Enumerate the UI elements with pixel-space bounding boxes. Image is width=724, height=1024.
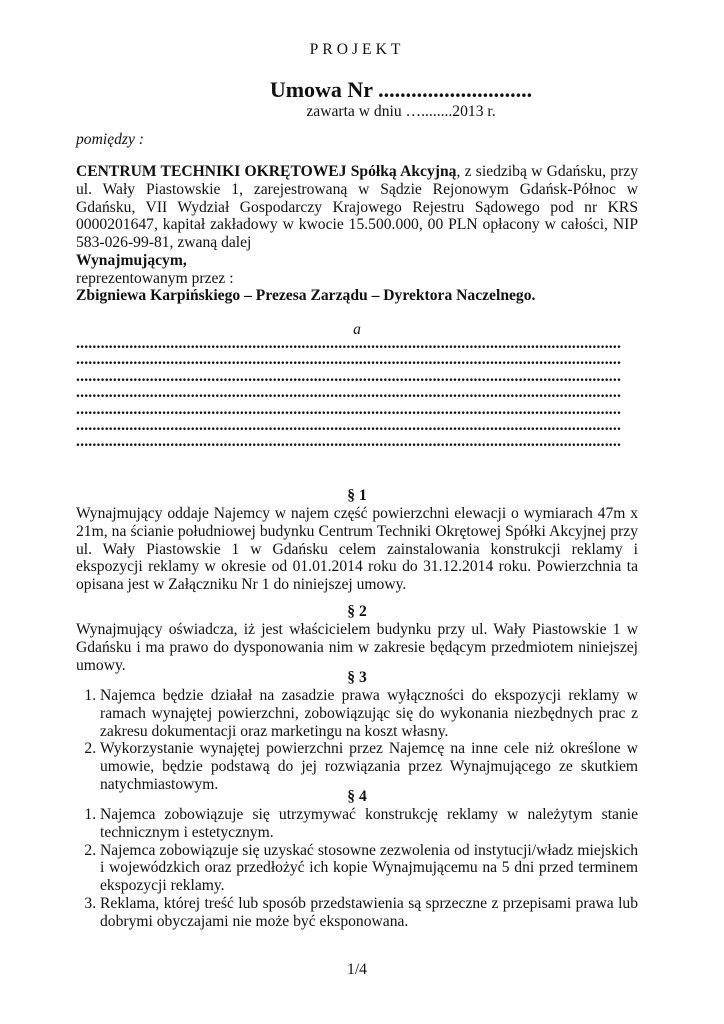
- page-number: 1/4: [347, 961, 367, 978]
- section-3-heading: § 3: [347, 669, 367, 686]
- between-label: pomiędzy :: [76, 131, 144, 148]
- list-item: 1. Najemca zobowiązuje się utrzymywać konstrukcję reklamy w należytym stanie technicznym i estetycznym.: [100, 806, 638, 842]
- company-name: CENTRUM TECHNIKI OKRĘTOWEJ Spółką Akcyjną: [76, 163, 457, 180]
- section-3-list: [76, 687, 638, 794]
- blank-line: .....................................................................................................................................: [76, 367, 622, 385]
- contract-title: Umowa Nr ............................: [269, 77, 533, 102]
- representative: Zbigniewa Karpińskiego – Prezesa Zarządu – Dyrektora Naczelnego.: [76, 287, 536, 304]
- blank-line: .....................................................................................................................................: [76, 433, 622, 451]
- section-4-list: [76, 806, 638, 931]
- project-label: PROJEKT: [309, 41, 405, 58]
- represented-by: reprezentowanym przez :: [76, 269, 234, 287]
- list-item: 2. Wykorzystanie wynajętej powierzchni przez Najemcę na inne cele niż określone w umowie, będzie podstawą do jej rozwiązania przez Wynajmującego ze skutkiem natychmiastowym.: [100, 740, 638, 793]
- blank-line: .....................................................................................................................................: [76, 351, 622, 369]
- landlord-role: Wynajmującym,: [76, 251, 187, 269]
- list-item: 2. Najemca zobowiązuje się uzyskać stosowne zezwolenia od instytucji/władz miejskich i wojewódzkich oraz przedłożyć ich kopie Wynajmującemu na 5 dni przed terminem ekspozycji reklamy.: [100, 842, 638, 895]
- company-details: , z siedzibą w Gdańsku, przy ul. Wały Piastowskie 1, zarejestrowaną w Sądzie Rejonowym Gdańsk-Północ w Gdańsku, VII Wydział Gospodarczy Krajowego Rejestru Sądowego pod nr KRS 0000201647, kapitał zakładowy w kwocie 15.500.000, 00 PLN opłacony w całości, NIP 583-026-99-81, zwaną dalej: [76, 163, 638, 252]
- blank-line: .....................................................................................................................................: [76, 336, 622, 352]
- section-1-text: Wynajmujący oddaje Najemcy w najem część powierzchni elewacji o wymiarach 47m x 21m, na ścianie południowej budynku Centrum Techniki Okrętowej Spółki Akcyjnej przy ul. Wały Piastowskie 1 w Gdańsku celem zainstalowania konstrukcji reklamy i ekspozycji reklamy w okresie od 01.01.2014 roku do 31.12.2014 roku. Powierzchnia ta opisana jest w Załączniku Nr 1 do niniejszej umowy.: [76, 505, 638, 594]
- section-4-heading: § 4: [347, 788, 367, 805]
- and-label: a: [353, 321, 361, 338]
- list-item: 3. Reklama, której treść lub sposób przedstawienia są sprzeczne z przepisami prawa lub dobrymi obyczajami nie może być eksponowana.: [100, 895, 638, 931]
- blank-line: .....................................................................................................................................: [76, 384, 622, 402]
- blank-line: .....................................................................................................................................: [76, 400, 622, 418]
- list-item: 1. Najemca będzie działał na zasadzie prawa wyłączności do ekspozycji reklamy w ramach wynajętej powierzchni, zobowiązując się do wykonania niezbędnych prac z zakresu dokumentacji oraz marketingu na koszt własny.: [100, 687, 638, 740]
- section-2-text: Wynajmujący oświadcza, iż jest właścicielem budynku przy ul. Wały Piastowskie 1 w Gdańsku i ma prawo do dysponowania nim w zakresie będącym przedmiotem niniejszej umowy.: [76, 621, 638, 674]
- section-1-heading: § 1: [347, 487, 367, 504]
- blank-line: .....................................................................................................................................: [76, 417, 622, 435]
- landlord-paragraph: [76, 163, 638, 288]
- section-2-heading: § 2: [347, 603, 367, 620]
- tenant-blank-lines: [76, 336, 638, 451]
- date-line: zawarta w dniu …........2013 r.: [306, 103, 496, 120]
